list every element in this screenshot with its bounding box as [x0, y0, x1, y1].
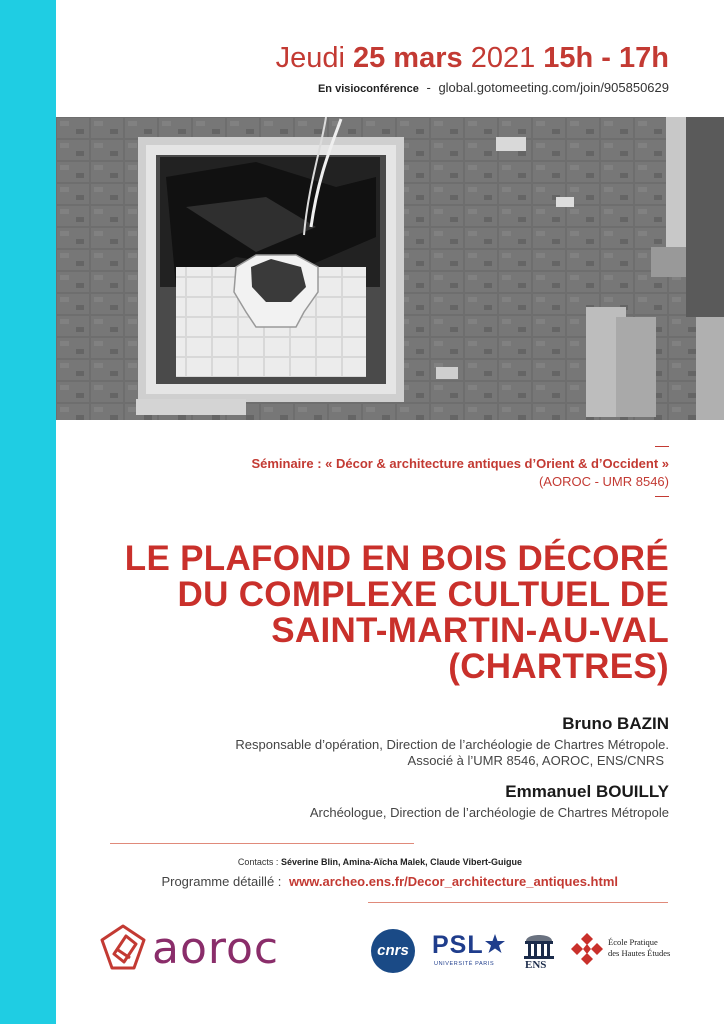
visio-url-link[interactable]: global.gotomeeting.com/join/905850629 — [438, 80, 669, 95]
programme-link[interactable]: www.archeo.ens.fr/Decor_architecture_antiques.html — [289, 874, 618, 889]
speaker-affiliation: Responsable d’opération, Direction de l’archéologie de Chartres Métropole. — [235, 737, 669, 752]
speaker-affiliation: Associé à l’UMR 8546, AOROC, ENS/CNRS — [407, 753, 664, 768]
seminar-title: Séminaire : « Décor & architecture antiques d’Orient & d’Occident » — [251, 456, 669, 471]
excavation-photo — [56, 117, 724, 420]
contacts: Contacts : Séverine Blin, Amina-Aïcha Malek, Claude Vibert-Guigue — [237, 857, 522, 867]
dash-bottom — [655, 496, 669, 497]
speaker-affiliation: Archéologue, Direction de l’archéologie de Chartres Métropole — [309, 805, 669, 820]
title-line: (CHARTRES) — [448, 647, 669, 686]
event-date: Jeudi 25 mars 2021 15h - 17h — [275, 42, 669, 74]
aoroc-wordmark: aoroc — [152, 923, 280, 974]
divider — [110, 843, 414, 844]
psl-subtitle: UNIVERSITÉ PARIS — [434, 961, 495, 967]
psl-wordmark: PSL — [432, 931, 484, 959]
dash-top — [655, 446, 669, 447]
ens-logo — [522, 929, 556, 973]
divider — [368, 902, 668, 903]
title-line: SAINT-MARTIN-AU-VAL — [271, 611, 669, 650]
programme-line: Programme détaillé : www.archeo.ens.fr/Decor_architecture_antiques.html — [161, 874, 618, 889]
speaker-name: Bruno BAZIN — [562, 714, 669, 733]
ephe-logo — [570, 932, 670, 972]
psl-star-icon — [484, 933, 506, 955]
psl-logo — [432, 931, 508, 971]
title-line: LE PLAFOND EN BOIS DÉCORÉ — [124, 539, 669, 578]
speaker-name: Emmanuel BOUILLY — [505, 782, 669, 801]
cnrs-logo-icon: cnrs — [371, 929, 415, 973]
ens-wordmark: ENS — [525, 959, 547, 971]
visio-label: En visioconférence — [317, 83, 419, 95]
visio-line: En visioconférence - global.gotomeeting.com/join/905850629 — [317, 80, 669, 95]
lecture-title — [49, 541, 669, 685]
aoroc-logo-icon — [96, 922, 150, 976]
title-line: DU COMPLEXE CULTUEL DE — [177, 575, 669, 614]
ephe-logo-icon — [570, 932, 604, 966]
seminar-subtitle: (AOROC - UMR 8546) — [538, 474, 669, 489]
ens-building-icon — [522, 929, 556, 959]
side-accent-bar — [0, 0, 56, 1024]
aoroc-logo — [96, 922, 316, 978]
ephe-wordmark: École Pratique des Hautes Études — [608, 937, 671, 958]
